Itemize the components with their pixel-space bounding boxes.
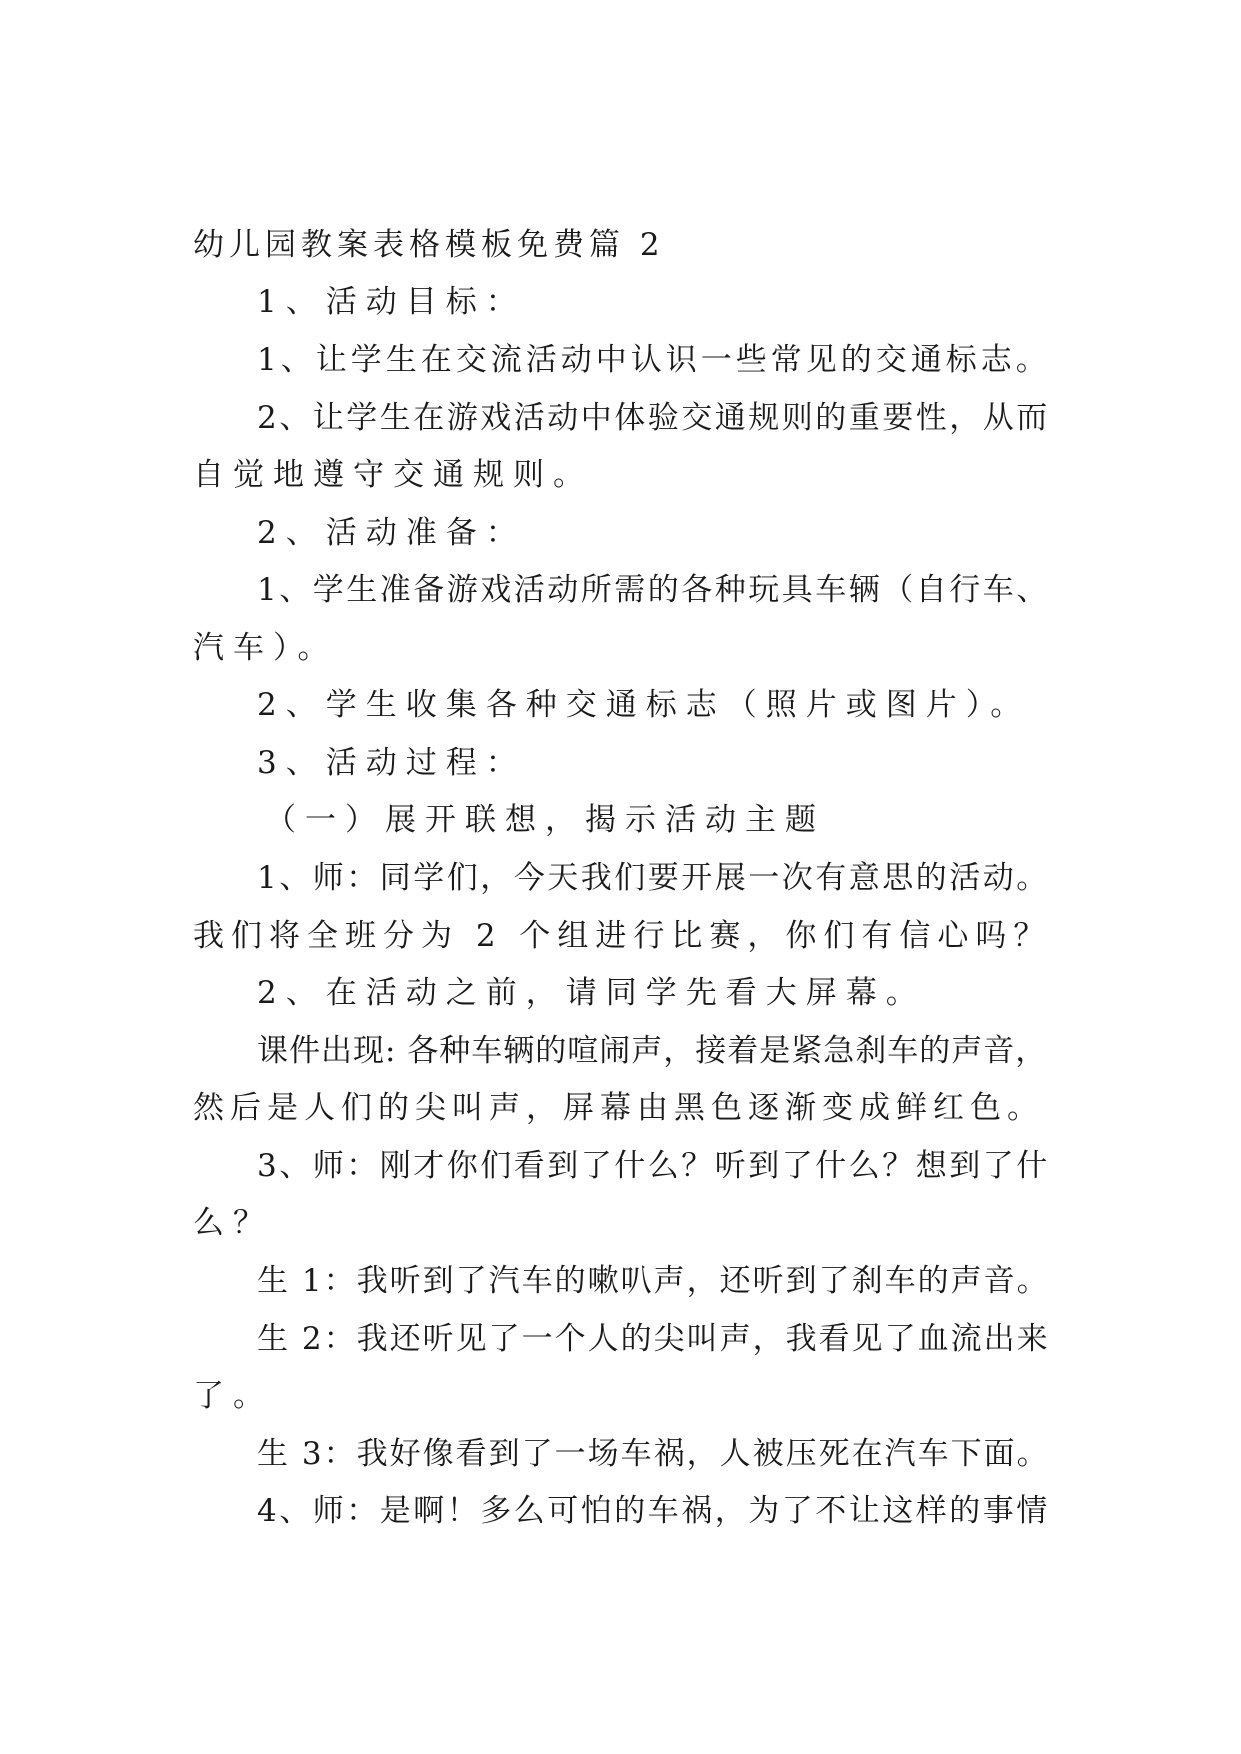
text-line: 2、活动准备： bbox=[257, 515, 526, 551]
text-line: 生 3：我好像看到了一场车祸，人被压死在汽车下面。 bbox=[257, 1436, 1050, 1472]
text-line: 3、活动过程： bbox=[257, 745, 526, 781]
text-line: 2、让学生在游戏活动中体验交通规则的重要性，从而 bbox=[257, 400, 1050, 436]
text-line: 1、学生准备游戏活动所需的各种玩具车辆（自行车、 bbox=[257, 572, 1050, 608]
section-heading: （一）展开联想，揭示活动主题 bbox=[265, 802, 825, 838]
text-line: 汽车）。 bbox=[193, 630, 338, 666]
document-page bbox=[193, 0, 1055, 1754]
text-line: 1、活动目标： bbox=[257, 284, 526, 320]
text-line: 生 2：我还听见了一个人的尖叫声，我看见了血流出来 bbox=[257, 1321, 1050, 1357]
text-line: 然后是人们的尖叫声，屏幕由黑色逐渐变成鲜红色。 bbox=[193, 1090, 1044, 1126]
text-line: 么？ bbox=[193, 1205, 273, 1241]
text-line: 2、在活动之前，请同学先看大屏幕。 bbox=[257, 975, 926, 1011]
text-line: 1、师：同学们，今天我们要开展一次有意思的活动。 bbox=[257, 860, 1050, 896]
text-line: 了。 bbox=[193, 1378, 273, 1414]
text-line: 1、让学生在交流活动中认识一些常见的交通标志。 bbox=[257, 342, 1051, 378]
document-title: 幼儿园教案表格模板免费篇 2 bbox=[193, 227, 665, 263]
text-line: 生 1：我听到了汽车的嗽叭声，还听到了刹车的声音。 bbox=[257, 1263, 1050, 1299]
text-line: 4、师：是啊！多么可怕的车祸，为了不让这样的事情 bbox=[257, 1493, 1050, 1529]
text-line: 课件出现: 各种车辆的喧闹声，接着是紧急刹车的声音， bbox=[257, 1033, 1048, 1069]
text-line: 我们将全班分为 2 个组进行比赛，你们有信心吗？ bbox=[193, 918, 1052, 954]
text-line: 自觉地遵守交通规则。 bbox=[193, 457, 593, 493]
text-line: 3、师：刚才你们看到了什么？听到了什么？想到了什 bbox=[257, 1148, 1050, 1184]
text-line: 2、学生收集各种交通标志（照片或图片）。 bbox=[257, 687, 1031, 723]
